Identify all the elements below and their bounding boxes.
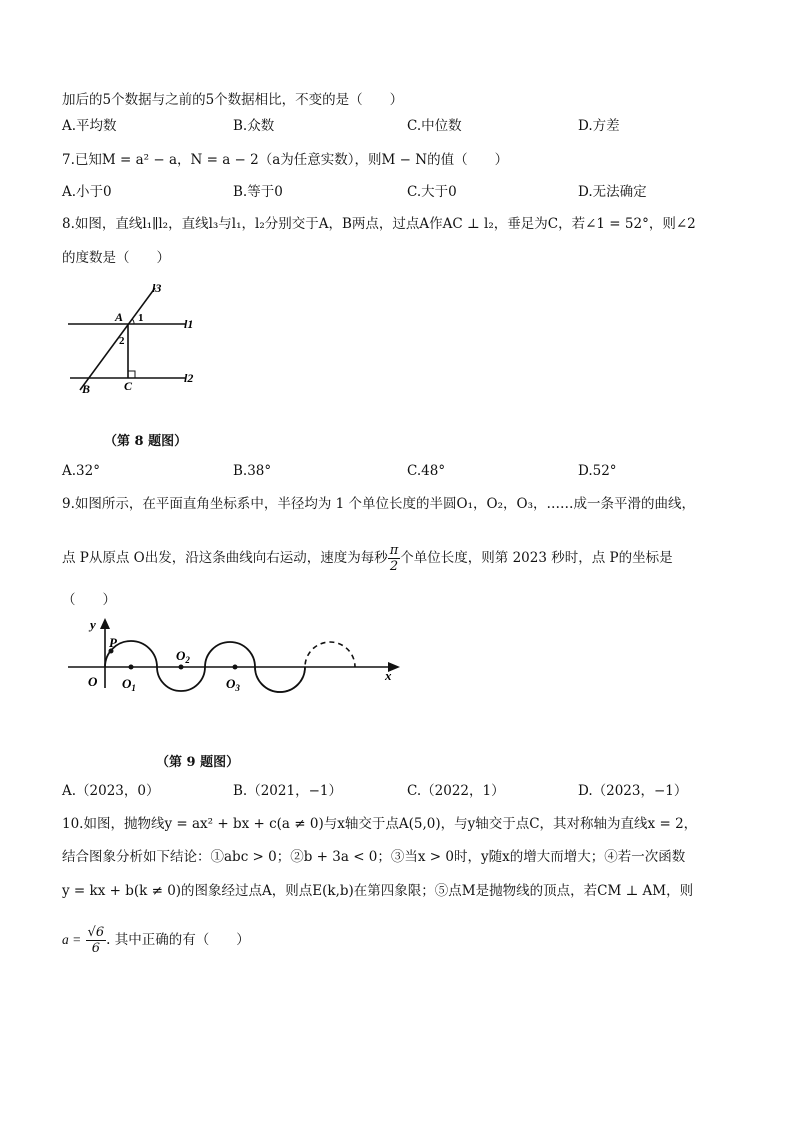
q9-stem-line2 [62,543,673,574]
q7-option-c[interactable]: C.大于0 [407,184,457,200]
q10-answer-fraction [86,925,107,956]
label-x: x [385,668,392,683]
q6-option-c[interactable]: C.中位数 [407,118,462,134]
label-a: A [115,310,124,324]
q6-option-b[interactable]: B.众数 [233,118,275,134]
q10-line4-a: a = [62,932,82,947]
label-angle1: 1 [138,312,144,324]
label-o1: $O_1$ [122,676,136,693]
q10-fraction-denominator: 6 [91,941,100,956]
right-angle-mark [128,371,135,378]
q8-stem-line2: 的度数是（ ） [62,250,170,266]
q10-line4 [62,925,250,956]
q9-figure-caption: （第 9 题图） [156,755,240,770]
label-l2: l2 [184,371,194,385]
q9-fraction-numerator: π [389,543,399,558]
label-l1: l1 [184,317,194,331]
q8-option-d[interactable]: D.52° [578,463,617,479]
center-o1 [129,665,134,670]
q9-stem-line2-b: 个单位长度，则第 2023 秒时，点 P的坐标是 [400,550,673,566]
q8-option-b[interactable]: B.38° [233,463,272,479]
q7-stem: 7.已知M = a² − a，N = a − 2（a为任意实数），则M − N的值（ ） [62,152,509,168]
q7-option-d[interactable]: D.无法确定 [578,184,647,200]
q9-stem-line3: （ ） [62,592,116,608]
q9-stem-line2-a: 点 P从原点 O出发，沿这条曲线向右运动，速度为每秒 [62,550,388,566]
q9-stem-line1: 9.如图所示，在平面直角坐标系中，半径均为 1 个单位长度的半圆O₁，O₂，O₃，……成一条平滑的曲线， [62,496,695,512]
q9-speed-fraction [388,543,401,574]
q10-line3: y = kx + b(k ≠ 0)的图象经过点A，则点E(k,b)在第四象限；⑤点M是抛物线的顶点，若CM ⊥ AM，则 [62,883,694,899]
q9-option-a[interactable]: A.（2023，0） [62,783,160,799]
y-axis-arrow [100,618,110,629]
label-angle2: 2 [119,335,125,347]
q6-stem: 加后的5个数据与之前的5个数据相比，不变的是（ ） [62,92,404,108]
center-o2 [179,665,184,670]
q9-option-b[interactable]: B.（2021，−1） [233,783,342,799]
q8-option-a[interactable]: A.32° [62,463,100,479]
label-p: P [109,635,117,650]
label-c: C [124,379,133,393]
label-b: B [82,382,91,396]
q7-option-a[interactable]: A.小于0 [62,184,112,200]
q8-option-c[interactable]: C.48° [407,463,446,479]
q10-line2: 结合图象分析如下结论：①abc > 0；②b + 3a < 0；③当x > 0时，y随x的增大而增大；④若一次函数 [62,849,686,865]
line-l3 [80,288,155,390]
q9-fraction-denominator: 2 [389,559,399,574]
label-o2: $O_2$ [176,648,190,665]
q6-option-a[interactable]: A.平均数 [62,118,117,134]
q8-figure [60,278,210,428]
q9-figure [60,610,410,700]
label-origin: O [88,674,98,689]
q7-option-b[interactable]: B.等于0 [233,184,283,200]
q8-stem-line1: 8.如图，直线l₁∥l₂，直线l₃与l₁，l₂分别交于A，B两点，过点A作AC ⊥ l₂，垂足为C，若∠1 = 52°，则∠2 [62,216,696,232]
q6-option-d[interactable]: D.方差 [578,118,620,134]
label-l3: l3 [152,281,162,295]
q9-option-c[interactable]: C.（2022，1） [407,783,505,799]
q10-fraction-numerator: √6 [87,925,105,940]
q10-line4-b: . 其中正确的有（ ） [106,932,250,948]
label-y: y [90,617,96,632]
label-o3: $O_3$ [226,676,240,693]
center-o3 [233,665,238,670]
q9-option-d[interactable]: D.（2023，−1） [578,783,688,799]
q10-line1: 10.如图，抛物线y = ax² + bx + c(a ≠ 0)与x轴交于点A(5,0)，与y轴交于点C，其对称轴为直线x = 2， [62,816,698,832]
q8-figure-caption: （第 8 题图） [104,434,188,449]
